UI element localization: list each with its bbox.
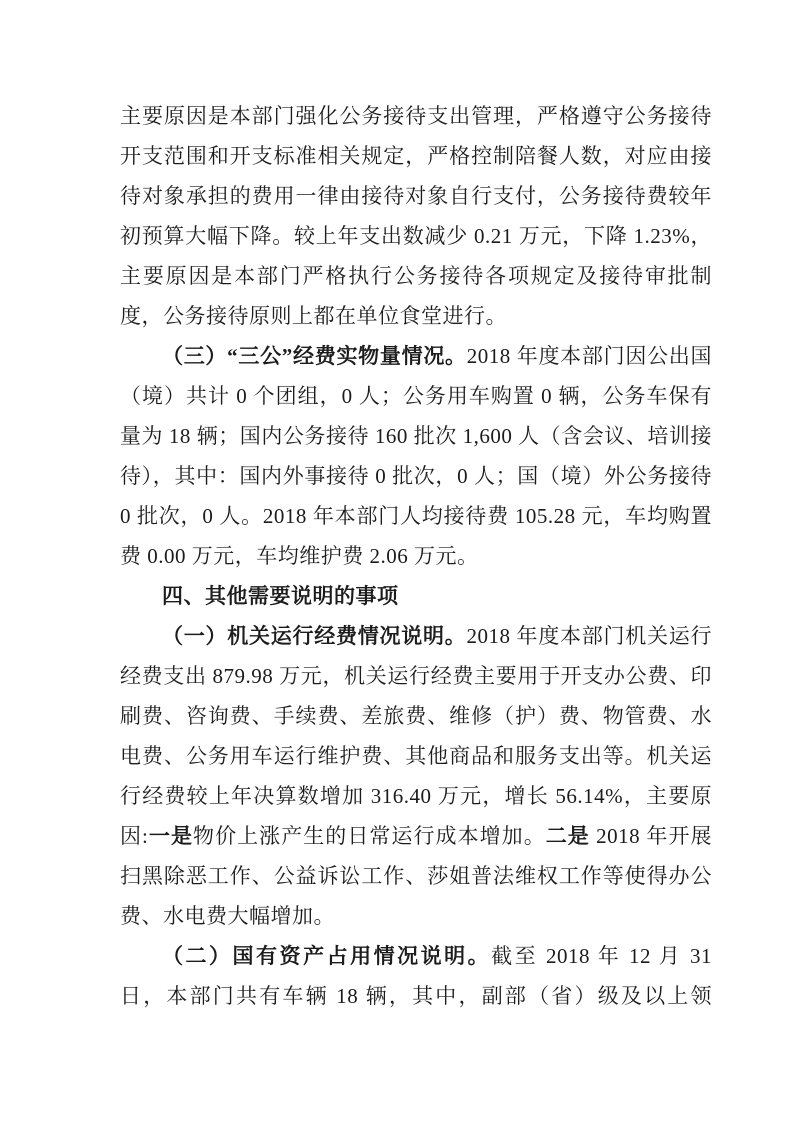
paragraph-agency-operating-expenses bbox=[120, 616, 712, 936]
body-text: 物价上涨产生的日常运行成本增加。 bbox=[193, 824, 546, 848]
body-text: 截至 2018 年 12 月 31 日，本部门共有车辆 18 辆，其中，副部（省）级及以上领 bbox=[120, 944, 713, 1008]
paragraph-official-reception-explanation bbox=[120, 96, 712, 336]
bold-run-in-heading: 一是 bbox=[148, 824, 194, 848]
section-heading-four-other-matters bbox=[120, 576, 712, 616]
body-text: 主要原因是本部门强化公务接待支出管理，严格遵守公务接待开支范围和开支标准相关规定，严格控制陪餐人数，对应由接待对象承担的费用一律由接待对象自行支付，公务接待费较年初预算大幅下降。较上年支出数减少 0.21 万元，下降 1.23%，主要原因是本部门严格执行公务接待各项规定及接待审批制度，公务接待原则上都在单位食堂进行。 bbox=[120, 104, 712, 328]
bold-run-in-heading: 二是 bbox=[545, 824, 590, 848]
body-text: 2018 年开展扫黑除恶工作、公益诉讼工作、莎姐普法维权工作等使得办公费、水电费大幅增加。 bbox=[120, 824, 713, 928]
bold-run-in-heading: （二）国有资产占用情况说明。 bbox=[162, 944, 492, 968]
paragraph-state-owned-assets bbox=[120, 936, 712, 1016]
document-content bbox=[120, 96, 712, 1016]
body-text: 2018 年度本部门因公出国（境）共计 0 个团组，0 人；公务用车购置 0 辆，公务车保有量为 18 辆；国内公务接待 160 批次 1,600 人（含会议、培训接待），其中：国内外事接待 0 批次，0 人；国（境）外公务接待 0 批次，0 人。2018 年本部门人均接待费 105.28 元，车均购置费 0.00 万元，车均维护费 2.06 万元。 bbox=[120, 344, 712, 568]
paragraph-three-public-physical-quantity bbox=[120, 336, 712, 576]
bold-run-in-heading: 四、其他需要说明的事项 bbox=[162, 584, 399, 608]
bold-run-in-heading: （一）机关运行经费情况说明。 bbox=[162, 624, 467, 648]
body-text: 2018 年度本部门机关运行经费支出 879.98 万元，机关运行经费主要用于开支办公费、印刷费、咨询费、手续费、差旅费、维修（护）费、物管费、水电费、公务用车运行维护费、其他商品和服务支出等。机关运行经费较上年决算数增加 316.40 万元，增长 56.14%，主要原因: bbox=[120, 624, 712, 848]
bold-run-in-heading: （三）“三公”经费实物量情况。 bbox=[162, 344, 467, 368]
